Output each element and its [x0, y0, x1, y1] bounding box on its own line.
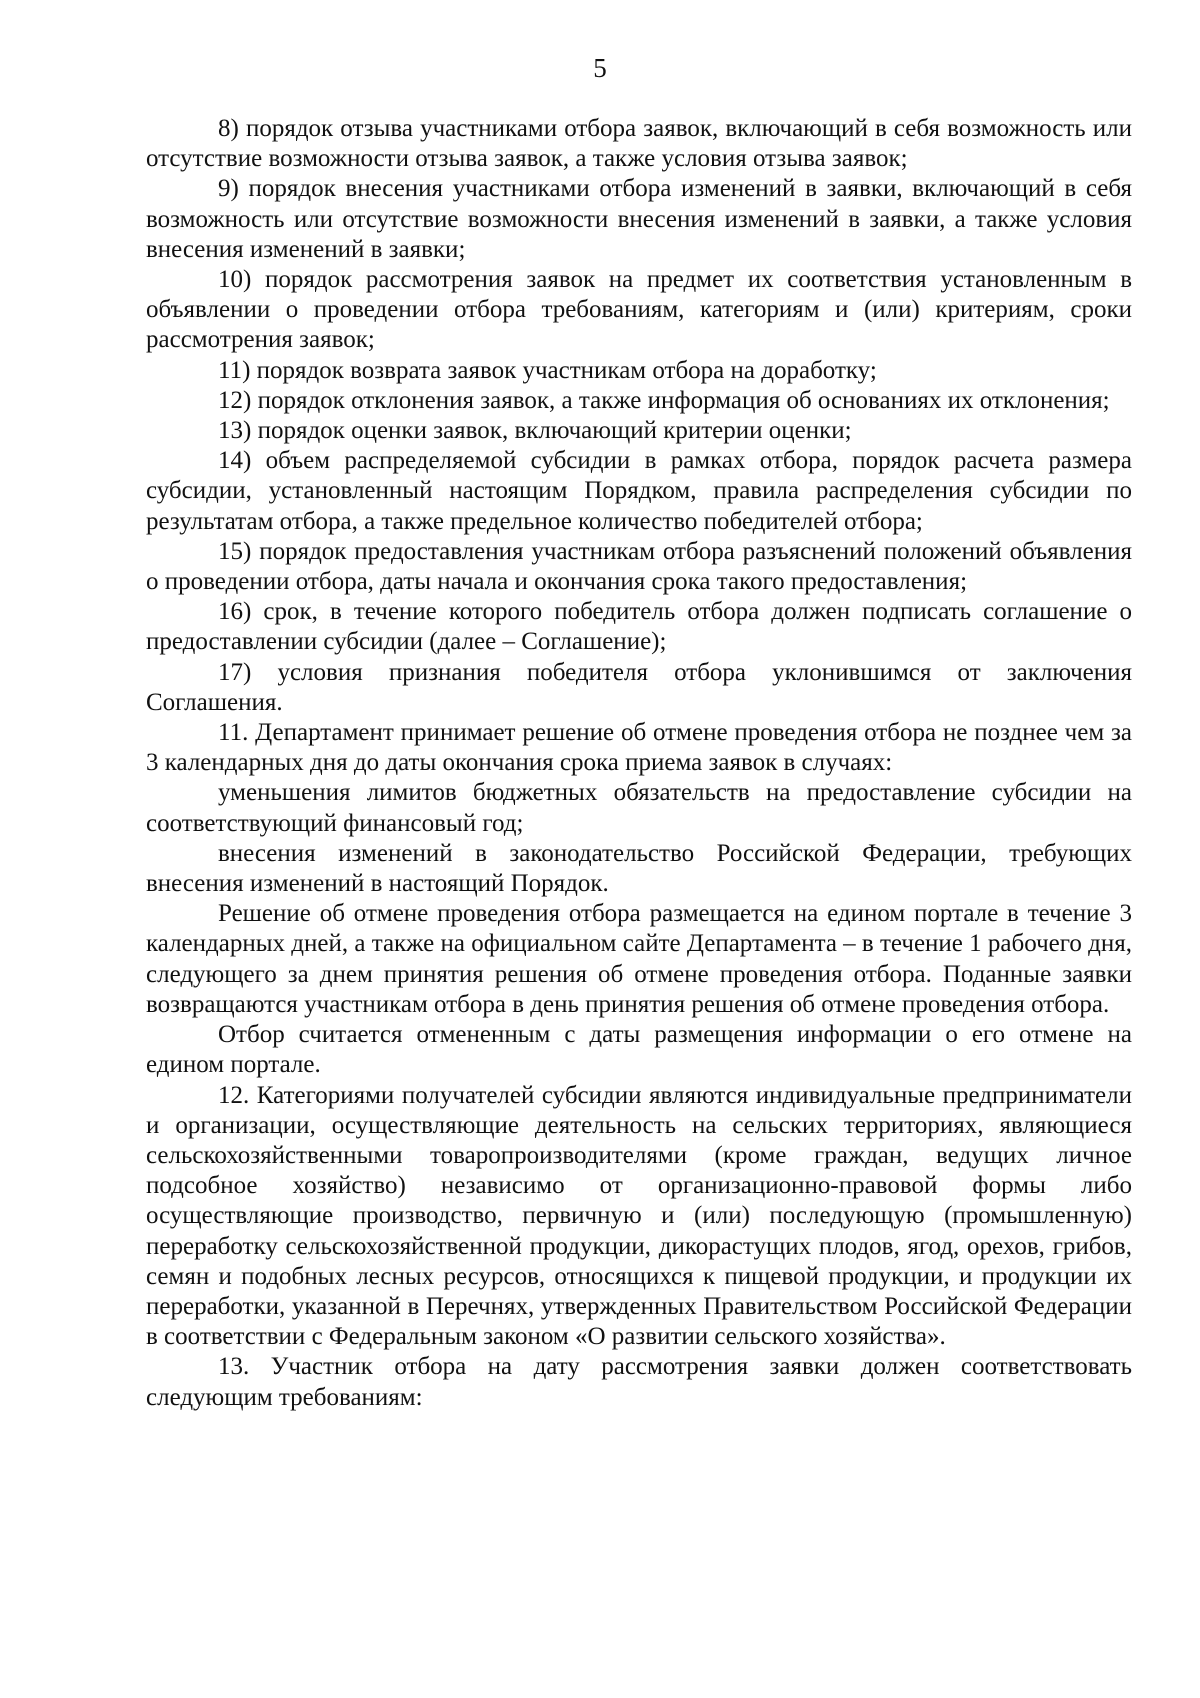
section-12-paragraph: 12. Категориями получателей субсидии являются индивидуальные предприниматели и организации, осуществляющие деятельность на сельских территориях, являющиеся сельскохозяйственными товаропроизводителями (кроме граждан, ведущих личное подсобное хозяйство) независимо от организационно-правовой формы либо осуществляющие производство, первичную и (или) последующую (промышленную) переработку сельскохозяйственной продукции, дикорастущих плодов, ягод, орехов, грибов, семян и подобных лесных ресурсов, относящихся к пищевой продукции, и продукции их переработки, указанной в Перечнях, утвержденных Правительством Российской Федерации в соответствии с Федеральным законом «О развитии сельского хозяйства». — [146, 1081, 1132, 1351]
page-number: 5 — [593, 53, 607, 83]
paragraph-item-8: 8) порядок отзыва участниками отбора заявок, включающий в себя возможность или отсутствие возможности отзыва заявок, а также условия отзыва заявок; — [146, 115, 1132, 173]
paragraph-item-14: 14) объем распределяемой субсидии в рамках отбора, порядок расчета размера субсидии, установленный настоящим Порядком, правила распределения субсидии по результатам отбора, а также предельное количество победителей отбора; — [146, 447, 1132, 535]
paragraph-item-17: 17) условия признания победителя отбора уклонившимся от заключения Соглашения. — [146, 658, 1132, 716]
section-13-paragraph: 13. Участник отбора на дату рассмотрения заявки должен соответствовать следующим требованиям: — [146, 1353, 1132, 1411]
section-11-case-limits: уменьшения лимитов бюджетных обязательств на предоставление субсидии на соответствующий финансовый год; — [146, 779, 1132, 837]
paragraph-item-11: 11) порядок возврата заявок участникам отбора на доработку; — [218, 356, 877, 384]
section-11-paragraph: 11. Департамент принимает решение об отмене проведения отбора не позднее чем за 3 календарных дня до даты окончания срока приема заявок в случаях: — [146, 719, 1132, 777]
paragraph-item-13: 13) порядок оценки заявок, включающий критерии оценки; — [218, 417, 852, 445]
cancellation-publication-paragraph: Решение об отмене проведения отбора размещается на едином портале в течение 3 календарных дней, а также на официальном сайте Департамента – в течение 1 рабочего дня, следующего за днем принятия решения об отмене проведения отбора. Поданные заявки возвращаются участникам отбора в день принятия решения об отмене проведения отбора. — [146, 900, 1132, 1018]
document-body — [146, 114, 1132, 1413]
paragraph-item-15: 15) порядок предоставления участникам отбора разъяснений положений объявления о проведении отбора, даты начала и окончания срока такого предоставления; — [146, 537, 1132, 596]
paragraph-item-10: 10) порядок рассмотрения заявок на предмет их соответствия установленным в объявлении о проведении отбора требованиям, категориям и (или) критериям, сроки рассмотрения заявок; — [146, 266, 1132, 354]
section-11-case-legislation: внесения изменений в законодательство Российской Федерации, требующих внесения изменений в настоящий Порядок. — [146, 839, 1132, 898]
paragraph-item-9: 9) порядок внесения участниками отбора изменений в заявки, включающий в себя возможность или отсутствие возможности внесения изменений в заявки, а также условия внесения изменений в заявки; — [146, 175, 1132, 263]
paragraph-item-16: 16) срок, в течение которого победитель отбора должен подписать соглашение о предоставлении субсидии (далее – Соглашение); — [146, 598, 1132, 656]
paragraph-item-12: 12) порядок отклонения заявок, а также информация об основаниях их отклонения; — [218, 386, 1110, 414]
cancellation-effective-paragraph: Отбор считается отмененным с даты размещения информации о его отмене на едином портале. — [146, 1021, 1132, 1079]
